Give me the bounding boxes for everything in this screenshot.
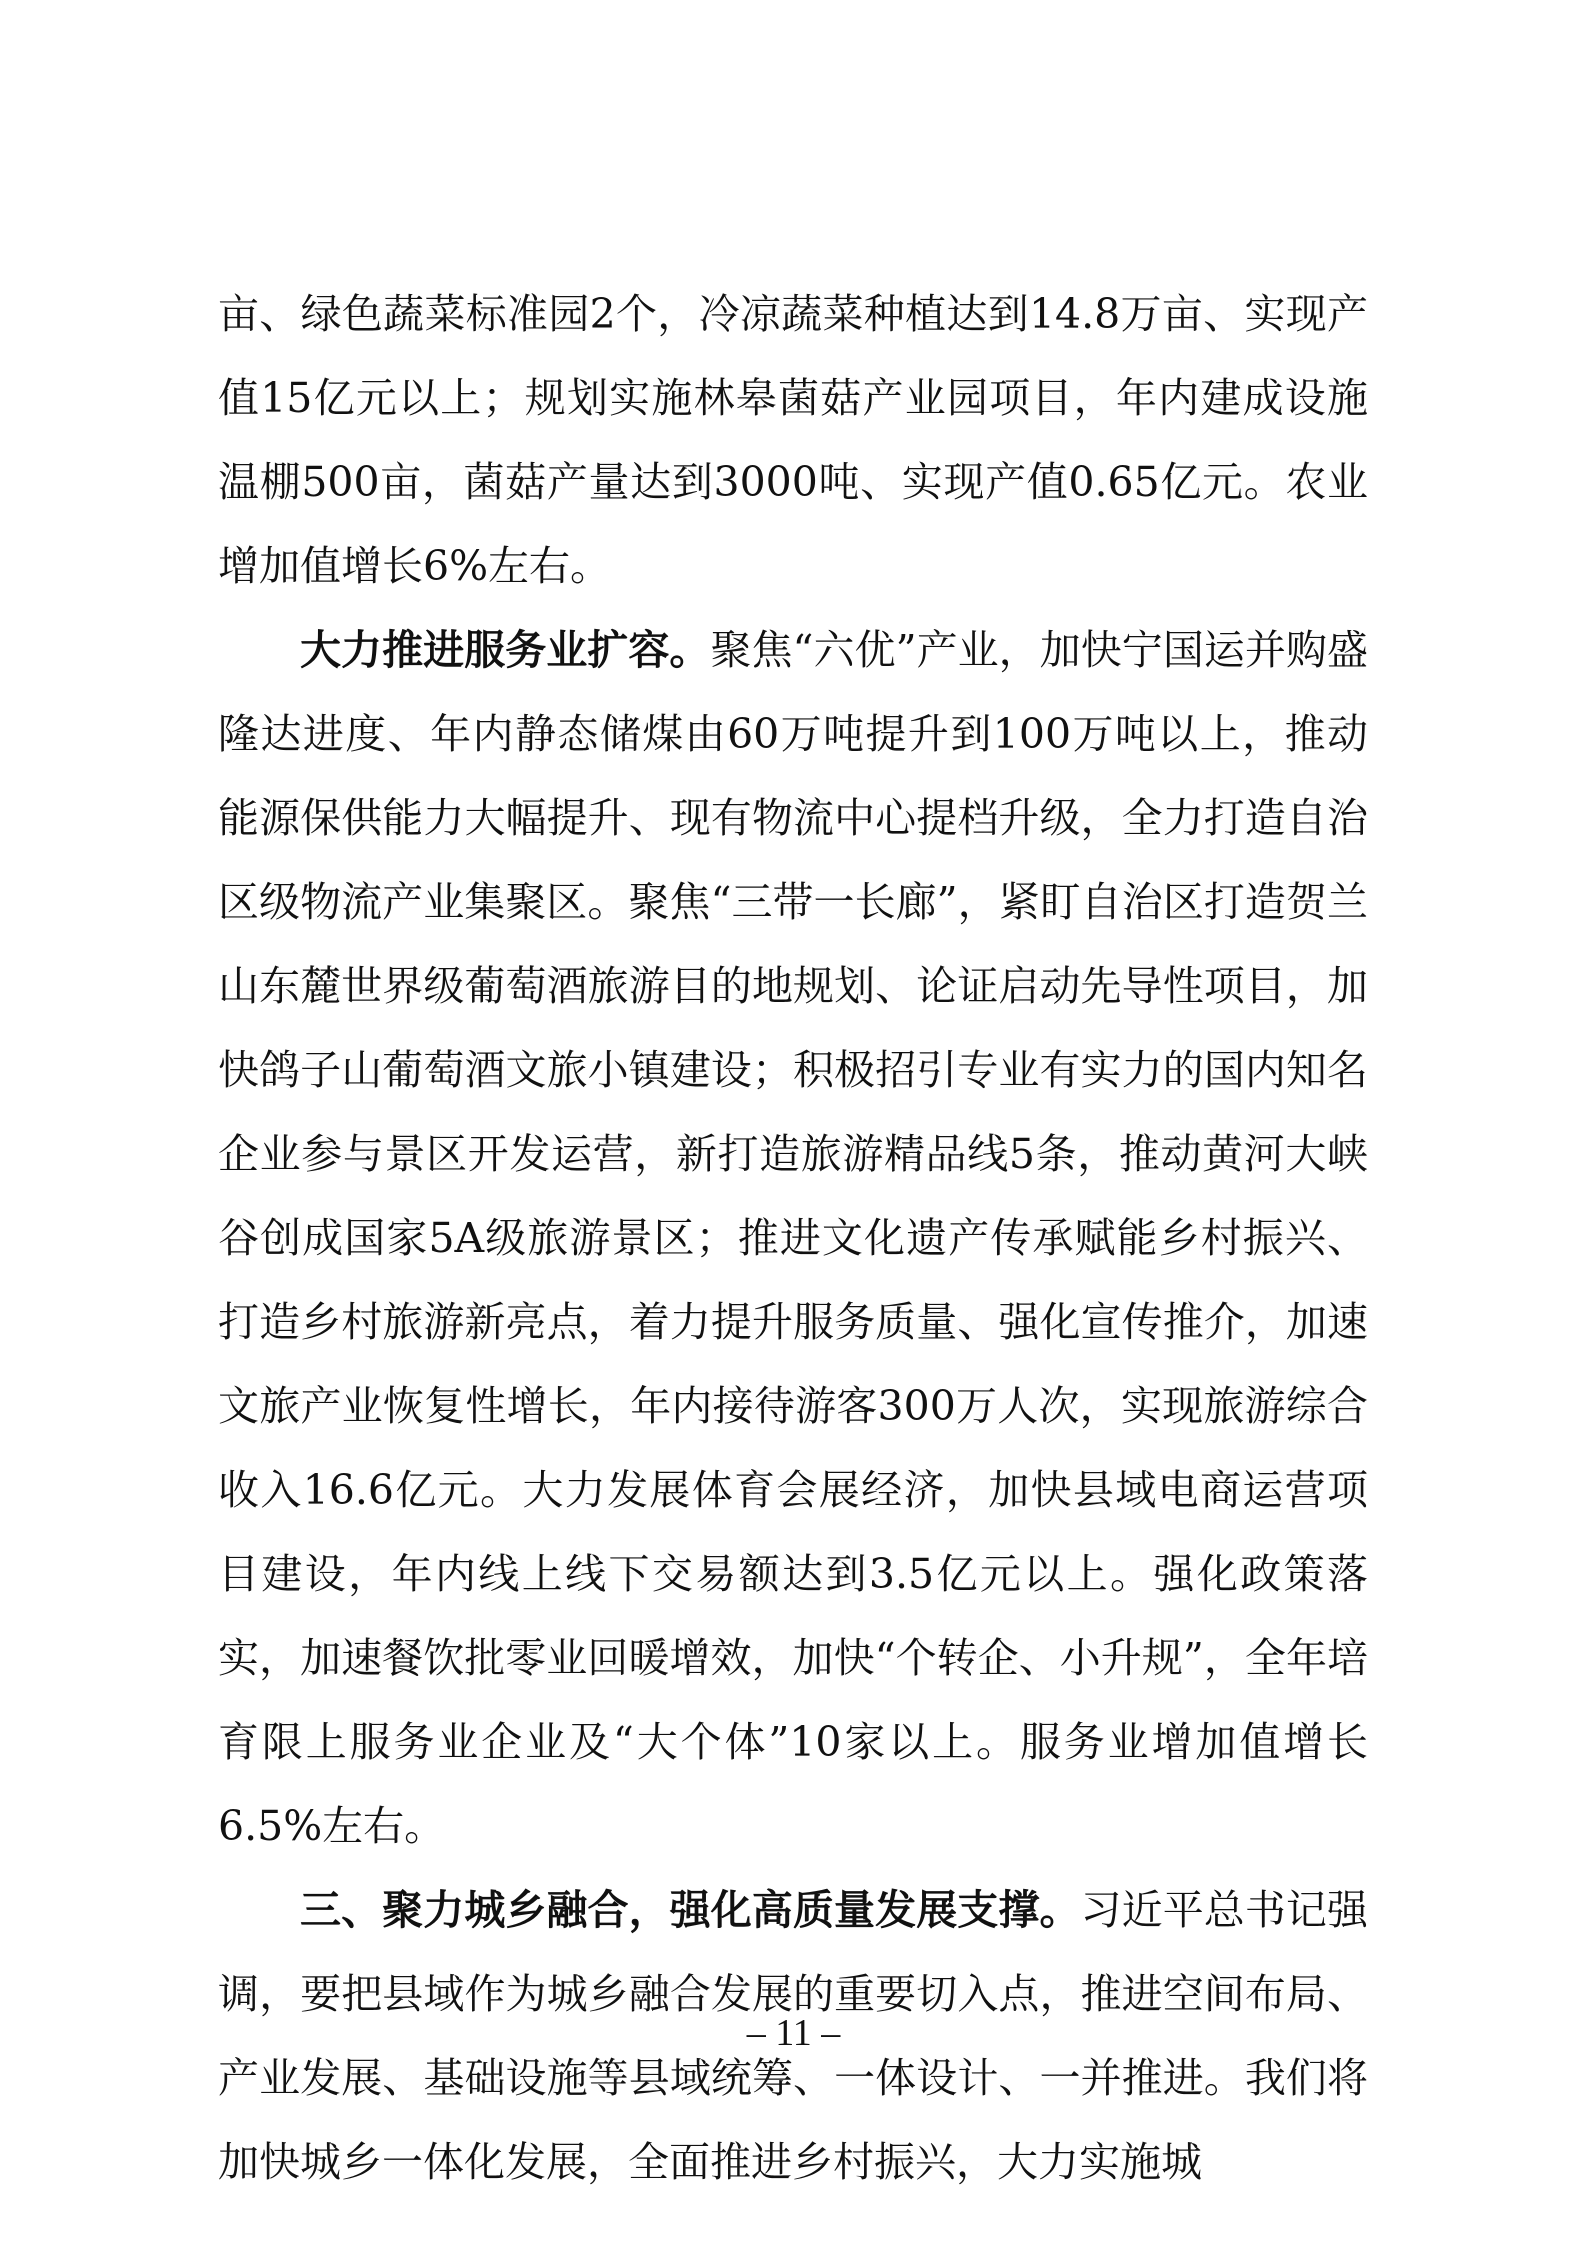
paragraph-lead-heading: 大力推进服务业扩容。: [300, 626, 711, 674]
page-number: – 11 –: [746, 2012, 841, 2054]
paragraph-text: 亩、绿色蔬菜标准园2个，冷凉蔬菜种植达到14.8万亩、实现产值15亿元以上；规划实施林皋菌菇产业园项目，年内建成设施温棚500亩，菌菇产量达到3000吨、实现产值0.65亿元。农业增加值增长6%左右。: [218, 290, 1368, 590]
paragraph-service-industry: [218, 608, 1368, 1868]
paragraph-text: 聚焦“六优”产业，加快宁国运并购盛隆达进度、年内静态储煤由60万吨提升到100万吨以上，推动能源保供能力大幅提升、现有物流中心提档升级，全力打造自治区级物流产业集聚区。聚焦“三带一长廊”，紧盯自治区打造贺兰山东麓世界级葡萄酒旅游目的地规划、论证启动先导性项目，加快鸽子山葡萄酒文旅小镇建设；积极招引专业有实力的国内知名企业参与景区开发运营，新打造旅游精品线5条，推动黄河大峡谷创成国家5A级旅游景区；推进文化遗产传承赋能乡村振兴、打造乡村旅游新亮点，着力提升服务质量、强化宣传推介，加速文旅产业恢复性增长，年内接待游客300万人次，实现旅游综合收入16.6亿元。大力发展体育会展经济，加快县域电商运营项目建设，年内线上线下交易额达到3.5亿元以上。强化政策落实，加速餐饮批零业回暖增效，加快“个转企、小升规”，全年培育限上服务业企业及“大个体”10家以上。服务业增加值增长6.5%左右。: [218, 626, 1369, 1850]
paragraph-continuation: [218, 272, 1368, 608]
section-heading: 三、聚力城乡融合，强化高质量发展支撑。: [300, 1886, 1081, 1934]
document-body: [218, 272, 1368, 2204]
paragraph-text: 习近平总书记强调，要把县域作为城乡融合发展的重要切入点，推进空间布局、产业发展、基础设施等县域统筹、一体设计、一并推进。我们将加快城乡一体化发展，全面推进乡村振兴，大力实施城: [218, 1886, 1369, 2186]
